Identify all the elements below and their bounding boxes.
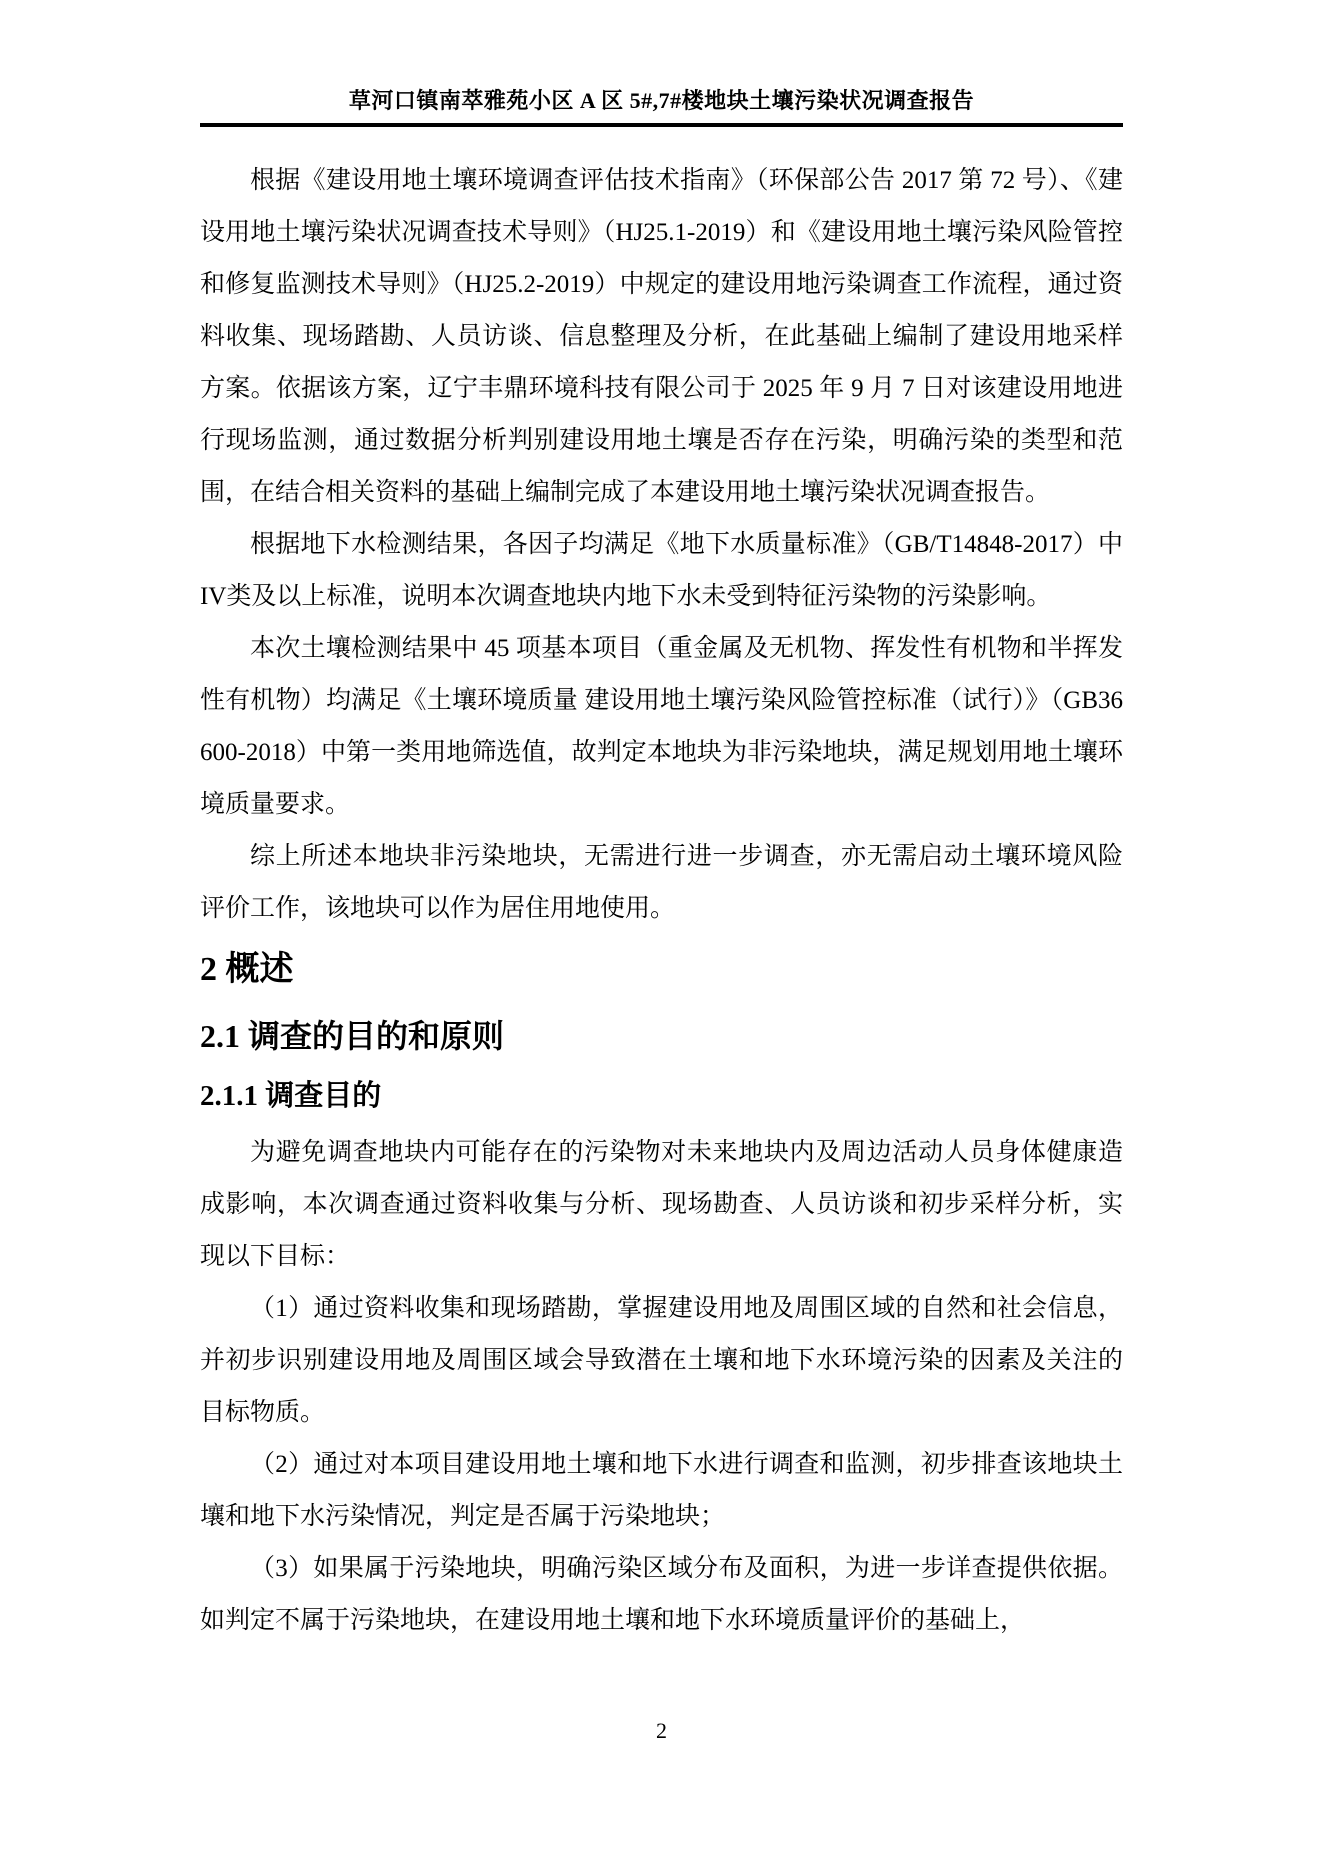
paragraph-goal-3: （3）如果属于污染地块，明确污染区域分布及面积，为进一步详查提供依据。如判定不属于污染地块，在建设用地土壤和地下水环境质量评价的基础上， [200, 1555, 1123, 1634]
paragraph-goal-1: （1）通过资料收集和现场踏勘，掌握建设用地及周围区域的自然和社会信息，并初步识别建设用地及周围区域会导致潜在土壤和地下水环境污染的因素及关注的目标物质。 [200, 1295, 1123, 1426]
header-title: 草河口镇南萃雅苑小区 A 区 5#,7#楼地块土壤污染状况调查报告 [348, 88, 975, 113]
page-footer [0, 1716, 1323, 1746]
paragraph-groundwater-result: 根据地下水检测结果，各因子均满足《地下水质量标准》（GB/T14848-2017）中IV类及以上标准，说明本次调查地块内地下水未受到特征污染物的污染影响。 [200, 531, 1123, 610]
page-body [200, 155, 1123, 1647]
heading-chapter-overview: 2 概述 [200, 951, 294, 988]
page-header [200, 88, 1123, 127]
page-number: 2 [656, 1718, 667, 1743]
heading-subsection-purpose: 2.1.1 调查目的 [200, 1080, 382, 1112]
heading-section-purpose-principles: 2.1 调查的目的和原则 [200, 1018, 505, 1054]
paragraph-soil-result: 本次土壤检测结果中 45 项基本项目（重金属及无机物、挥发性有机物和半挥发性有机物）均满足《土壤环境质量 建设用地土壤污染风险管控标准（试行）》（GB36600-2018）中第一类用地筛选值，故判定本地块为非污染地块，满足规划用地土壤环境质量要求。 [200, 635, 1123, 818]
paragraph-purpose-intro: 为避免调查地块内可能存在的污染物对未来地块内及周边活动人员身体健康造成影响，本次调查通过资料收集与分析、现场勘查、人员访谈和初步采样分析，实现以下目标： [200, 1139, 1123, 1270]
paragraph-goal-2: （2）通过对本项目建设用地土壤和地下水进行调查和监测，初步排查该地块土壤和地下水污染情况，判定是否属于污染地块； [200, 1451, 1123, 1530]
paragraph-conclusion: 综上所述本地块非污染地块，无需进行进一步调查，亦无需启动土壤环境风险评价工作，该地块可以作为居住用地使用。 [200, 843, 1123, 922]
paragraph-summary-process: 根据《建设用地土壤环境调查评估技术指南》（环保部公告 2017 第 72 号）、《建设用地土壤污染状况调查技术导则》（HJ25.1-2019）和《建设用地土壤污染风险管控和修复监测技术导则》（HJ25.2-2019）中规定的建设用地污染调查工作流程，通过资料收集、现场踏勘、人员访谈、信息整理及分析，在此基础上编制了建设用地采样方案。依据该方案，辽宁丰鼎环境科技有限公司于 2025 年 9 月 7 日对该建设用地进行现场监测，通过数据分析判别建设用地土壤是否存在污染，明确污染的类型和范围，在结合相关资料的基础上编制完成了本建设用地土壤污染状况调查报告。 [200, 167, 1123, 506]
